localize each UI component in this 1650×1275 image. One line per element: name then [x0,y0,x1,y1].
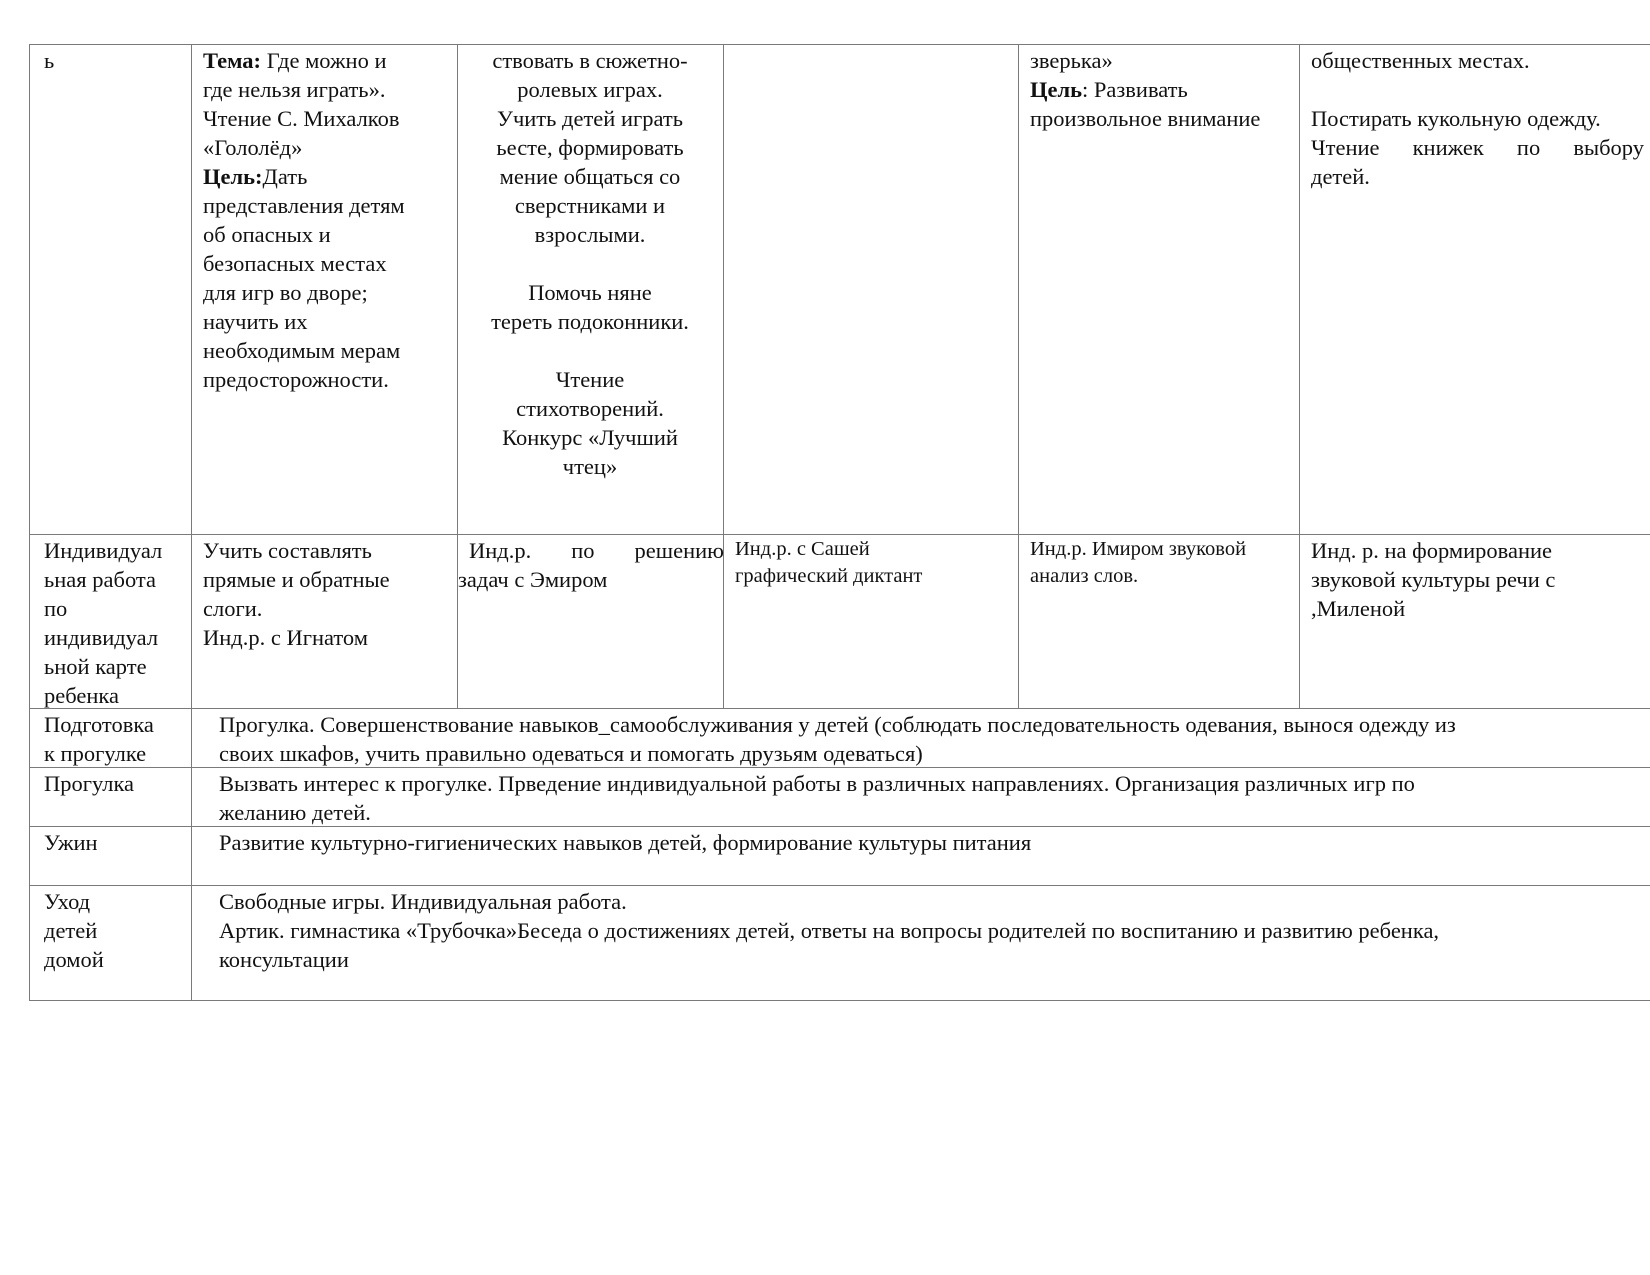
activity-line: Учить детей играть [497,106,683,131]
syllables-line: прямые и обратные [203,567,390,592]
row6-text-line: Свободные игры. Индивидуальная работа. [219,889,627,914]
row2-label-line: индивидуал [44,625,159,650]
justified-word: Инд.р. [469,538,532,563]
row6-text-line: консультации [219,947,349,972]
row1-label-cell [44,46,54,75]
row6-text-cell [219,887,1439,974]
theme-line [203,46,405,75]
theme-first: Где можно и [261,48,387,73]
theme-label: Тема: [203,48,262,73]
row3-text-line: своих шкафов, учить правильно одеваться и помогать друзьям одеваться) [219,741,923,766]
table-border-row2 [29,708,1650,709]
justified-word: Чтение [1311,135,1380,160]
attention-goal-line [1030,75,1260,104]
activity-line: ствовать в сюжетно- [492,48,688,73]
activity-line: ьесте, формировать [496,135,684,160]
goal-label: Цель: [203,164,263,189]
activity-line: чтец» [562,454,618,479]
row4-text-line: желанию детей. [219,800,371,825]
table-border-col5 [1299,44,1300,709]
table-border-col3 [723,44,724,709]
activity-line: Конкурс «Лучший [502,425,678,450]
row1-theme-cell [203,46,405,394]
goal-text-line: безопасных местах [203,251,387,276]
dictation-line: графический диктант [735,565,923,587]
goal-text-line: необходимым мерам [203,338,401,363]
speech-culture-line: звуковой культуры речи с [1311,567,1556,592]
row2-syllables-cell [203,536,390,652]
attention-line: зверька» [1030,48,1113,73]
justified-word: выбору [1573,135,1644,160]
theme-text-line: Чтение С. Михалков [203,106,400,131]
row2-label-line: Индивидуал [44,538,163,563]
activity-line: мение общаться со [499,164,681,189]
table-border-left [29,44,30,1001]
row2-label-line: по [44,596,68,621]
table-border-row5 [29,885,1650,886]
sound-analysis-line: анализ слов. [1030,565,1139,587]
activity-line: тереть подоконники. [491,309,689,334]
attention-goal-rest: : Развивать [1082,77,1188,102]
activity-line: ролевых играх. [517,77,663,102]
row2-label-cell [44,536,162,710]
theme-text-line: где нельзя играть». [203,77,386,102]
row6-label-line: домой [44,947,104,972]
justified-word: по [571,538,595,563]
row2-dictation-cell [735,536,922,590]
attention-line: произвольное внимание [1030,106,1261,131]
sound-analysis-line: Инд.р. Имиром звуковой [1030,538,1247,560]
row2-tasks-cell [458,536,724,594]
attention-goal-label: Цель [1030,77,1083,102]
row2-label-line: ребенка [44,683,119,708]
public-places-line: детей. [1311,164,1370,189]
row4-label-line: Прогулка [44,771,135,796]
theme-text-line: «Гололёд» [203,135,303,160]
row4-text-cell [219,769,1415,827]
row1-public-places-cell [1311,46,1644,191]
row3-label-cell [44,710,154,768]
row6-label-cell [44,887,104,974]
activity-line: стихотворений. [516,396,664,421]
syllables-line: Инд.р. с Игнатом [203,625,368,650]
activity-line: сверстниками и [514,193,666,218]
row6-label-line: детей [44,918,98,943]
public-places-line: общественных местах. [1311,48,1530,73]
justified-word: книжек [1412,135,1484,160]
justified-word: решению [634,538,724,563]
row2-sound-analysis-cell [1030,536,1246,590]
row6-text-line: Артик. гимнастика «Трубочка»Беседа о достижениях детей, ответы на вопросы родителей по воспитанию и развитию ребенка, [219,918,1440,943]
row3-label-line: Подготовка [44,712,154,737]
row1-activities-cell [458,46,722,481]
goal-text-line: для игр во дворе; [203,280,368,305]
table-border-top [29,44,1650,45]
goal-text-line: представления детям [203,193,405,218]
row5-label-line: Ужин [44,830,98,855]
public-places-line: Постирать кукольную одежду. [1311,106,1601,131]
tasks-justified-line [458,536,724,565]
row2-label-line: ьной карте [44,654,147,679]
table-border-bottom [29,1000,1650,1001]
justified-word: по [1516,135,1541,160]
row6-label-line: Уход [44,889,91,914]
speech-culture-line: ,Миленой [1311,596,1406,621]
dictation-line: Инд.р. с Сашей [735,538,870,560]
activity-line: Помочь няне [528,280,652,305]
goal-text-line: научить их [203,309,308,334]
goal-line [203,162,405,191]
tasks-line: задач с Эмиром [458,567,608,592]
table-border-col4 [1018,44,1019,709]
activity-line: взрослыми. [534,222,646,247]
table-border-col1 [191,44,192,1001]
goal-first: Дать [262,164,308,189]
row3-label-line: к прогулке [44,741,147,766]
row5-text-line: Развитие культурно-гигиенических навыков детей, формирование культуры питания [219,830,1032,855]
row5-text-cell [219,828,1031,857]
speech-culture-line: Инд. р. на формирование [1311,538,1553,563]
syllables-line: Учить составлять [203,538,372,563]
row1-attention-cell [1030,46,1260,133]
syllables-line: слоги. [203,596,263,621]
row5-label-cell [44,828,98,857]
row2-speech-culture-cell [1311,536,1555,623]
activity-line: Чтение [555,367,625,392]
row1-label-text: ь [44,48,55,73]
table-border-row1 [29,534,1650,535]
row4-label-cell [44,769,134,798]
row3-text-line: Прогулка. Совершенствование навыков_самообслуживания у детей (соблюдать последовательность одевания, вынося одежду из [219,712,1456,737]
row3-text-cell [219,710,1456,768]
row4-text-line: Вызвать интерес к прогулке. Прведение индивидуальной работы в различных направлениях. Организация различных игр по [219,771,1415,796]
row2-label-line: ьная работа [44,567,156,592]
public-places-justified-line [1311,133,1644,162]
goal-text-line: об опасных и [203,222,331,247]
goal-text-line: предосторожности. [203,367,389,392]
